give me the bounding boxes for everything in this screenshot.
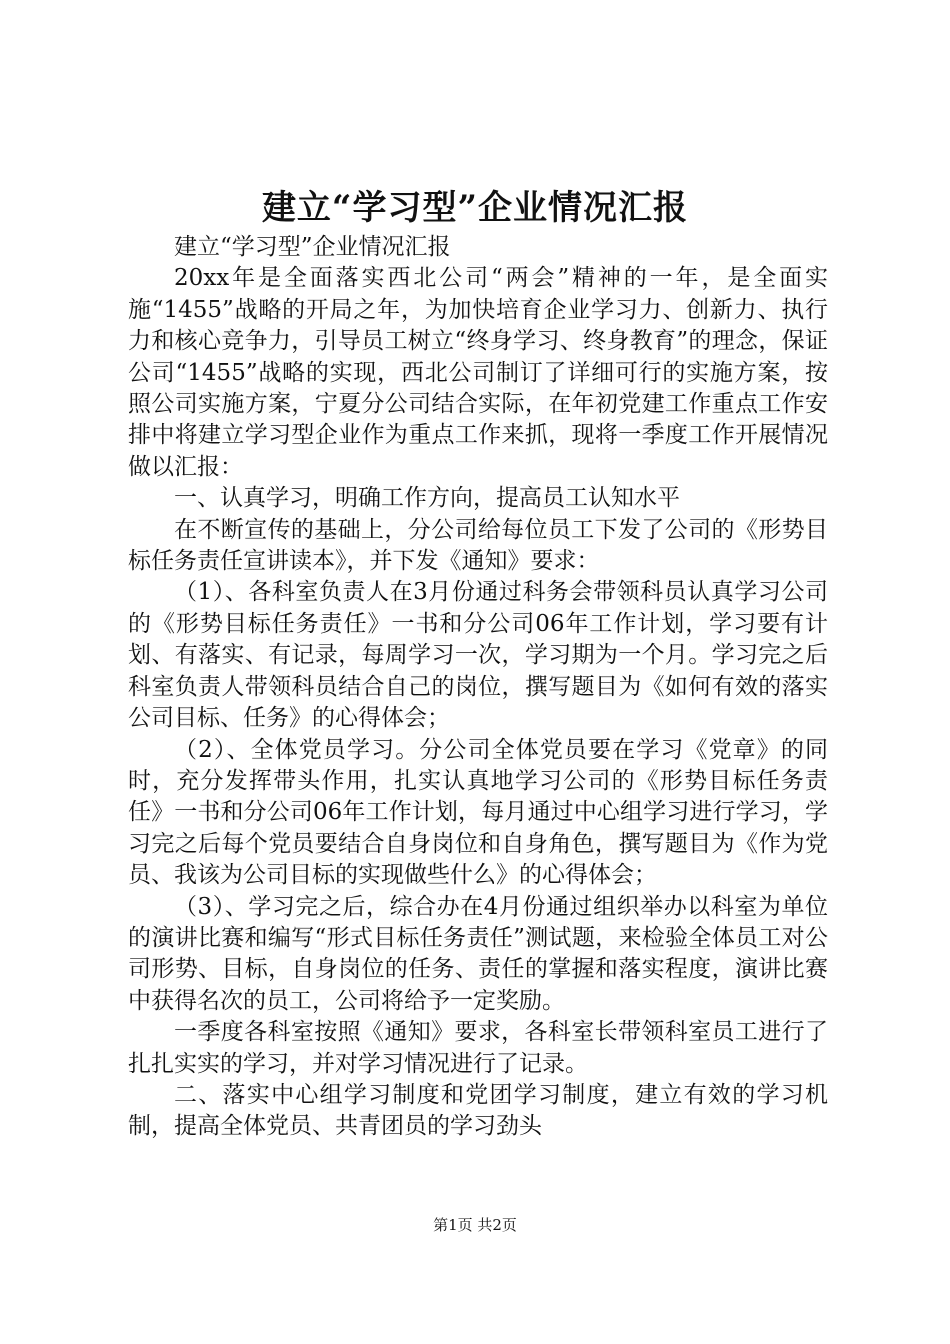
body-paragraph: 一季度各科室按照《通知》要求，各科室长带领科室员工进行了扎扎实实的学习，并对学习情况进行了记录。 [128, 1019, 828, 1077]
body-paragraph: 20xx年是全面落实西北公司“两会”精神的一年，是全面实施“1455”战略的开局之年，为加快培育企业学习力、创新力、执行力和核心竞争力，引导员工树立“终身学习、终身教育”的理念，保证公司“1455”战略的实现，西北公司制订了详细可行的实施方案，按照公司实施方案，宁夏分公司结合实际，在年初党建工作重点工作安排中将建立学习型企业作为重点工作来抓，现将一季度工作开展情况做以汇报： [128, 265, 828, 480]
document-body [128, 232, 828, 1143]
section-heading: 一、认真学习，明确工作方向，提高员工认知水平 [174, 485, 680, 512]
list-item: （2）、全体党员学习。分公司全体党员要在学习《党章》的同时，充分发挥带头作用，扎实认真地学习公司的《形势目标任务责任》一书和分公司06年工作计划，每月通过中心组学习进行学习，学习完之后每个党员要结合自身岗位和自身角色，撰写题目为《作为党员、我该为公司目标的实现做些什么》的心得体会； [128, 736, 828, 889]
section-heading: 二、落实中心组学习制度和党团学习制度，建立有效的学习机制，提高全体党员、共青团员的学习劲头 [128, 1081, 828, 1140]
document-title: 建立“学习型”企业情况汇报 [261, 188, 689, 228]
body-paragraph: 在不断宣传的基础上，分公司给每位员工下发了公司的《形势目标任务责任宣讲读本》，并下发《通知》要求： [128, 516, 828, 575]
list-item: （1）、各科室负责人在3月份通过科务会带领科员认真学习公司的《形势目标任务责任》一书和分公司06年工作计划，学习要有计划、有落实、有记录，每周学习一次，学习期为一个月。学习完之后科室负责人带领科员结合自己的岗位，撰写题目为《如何有效的落实公司目标、任务》的心得体会； [128, 579, 828, 732]
list-item: （3）、学习完之后，综合办在4月份通过组织举办以科室为单位的演讲比赛和编写“形式目标任务责任”测试题，来检验全体员工对公司形势、目标，自身岗位的任务、责任的掌握和落实程度，演讲比赛中获得名次的员工，公司将给予一定奖励。 [128, 893, 828, 1014]
page-footer: 第1页 共2页 [433, 1216, 517, 1234]
body-paragraph: 建立“学习型”企业情况汇报 [174, 234, 451, 260]
